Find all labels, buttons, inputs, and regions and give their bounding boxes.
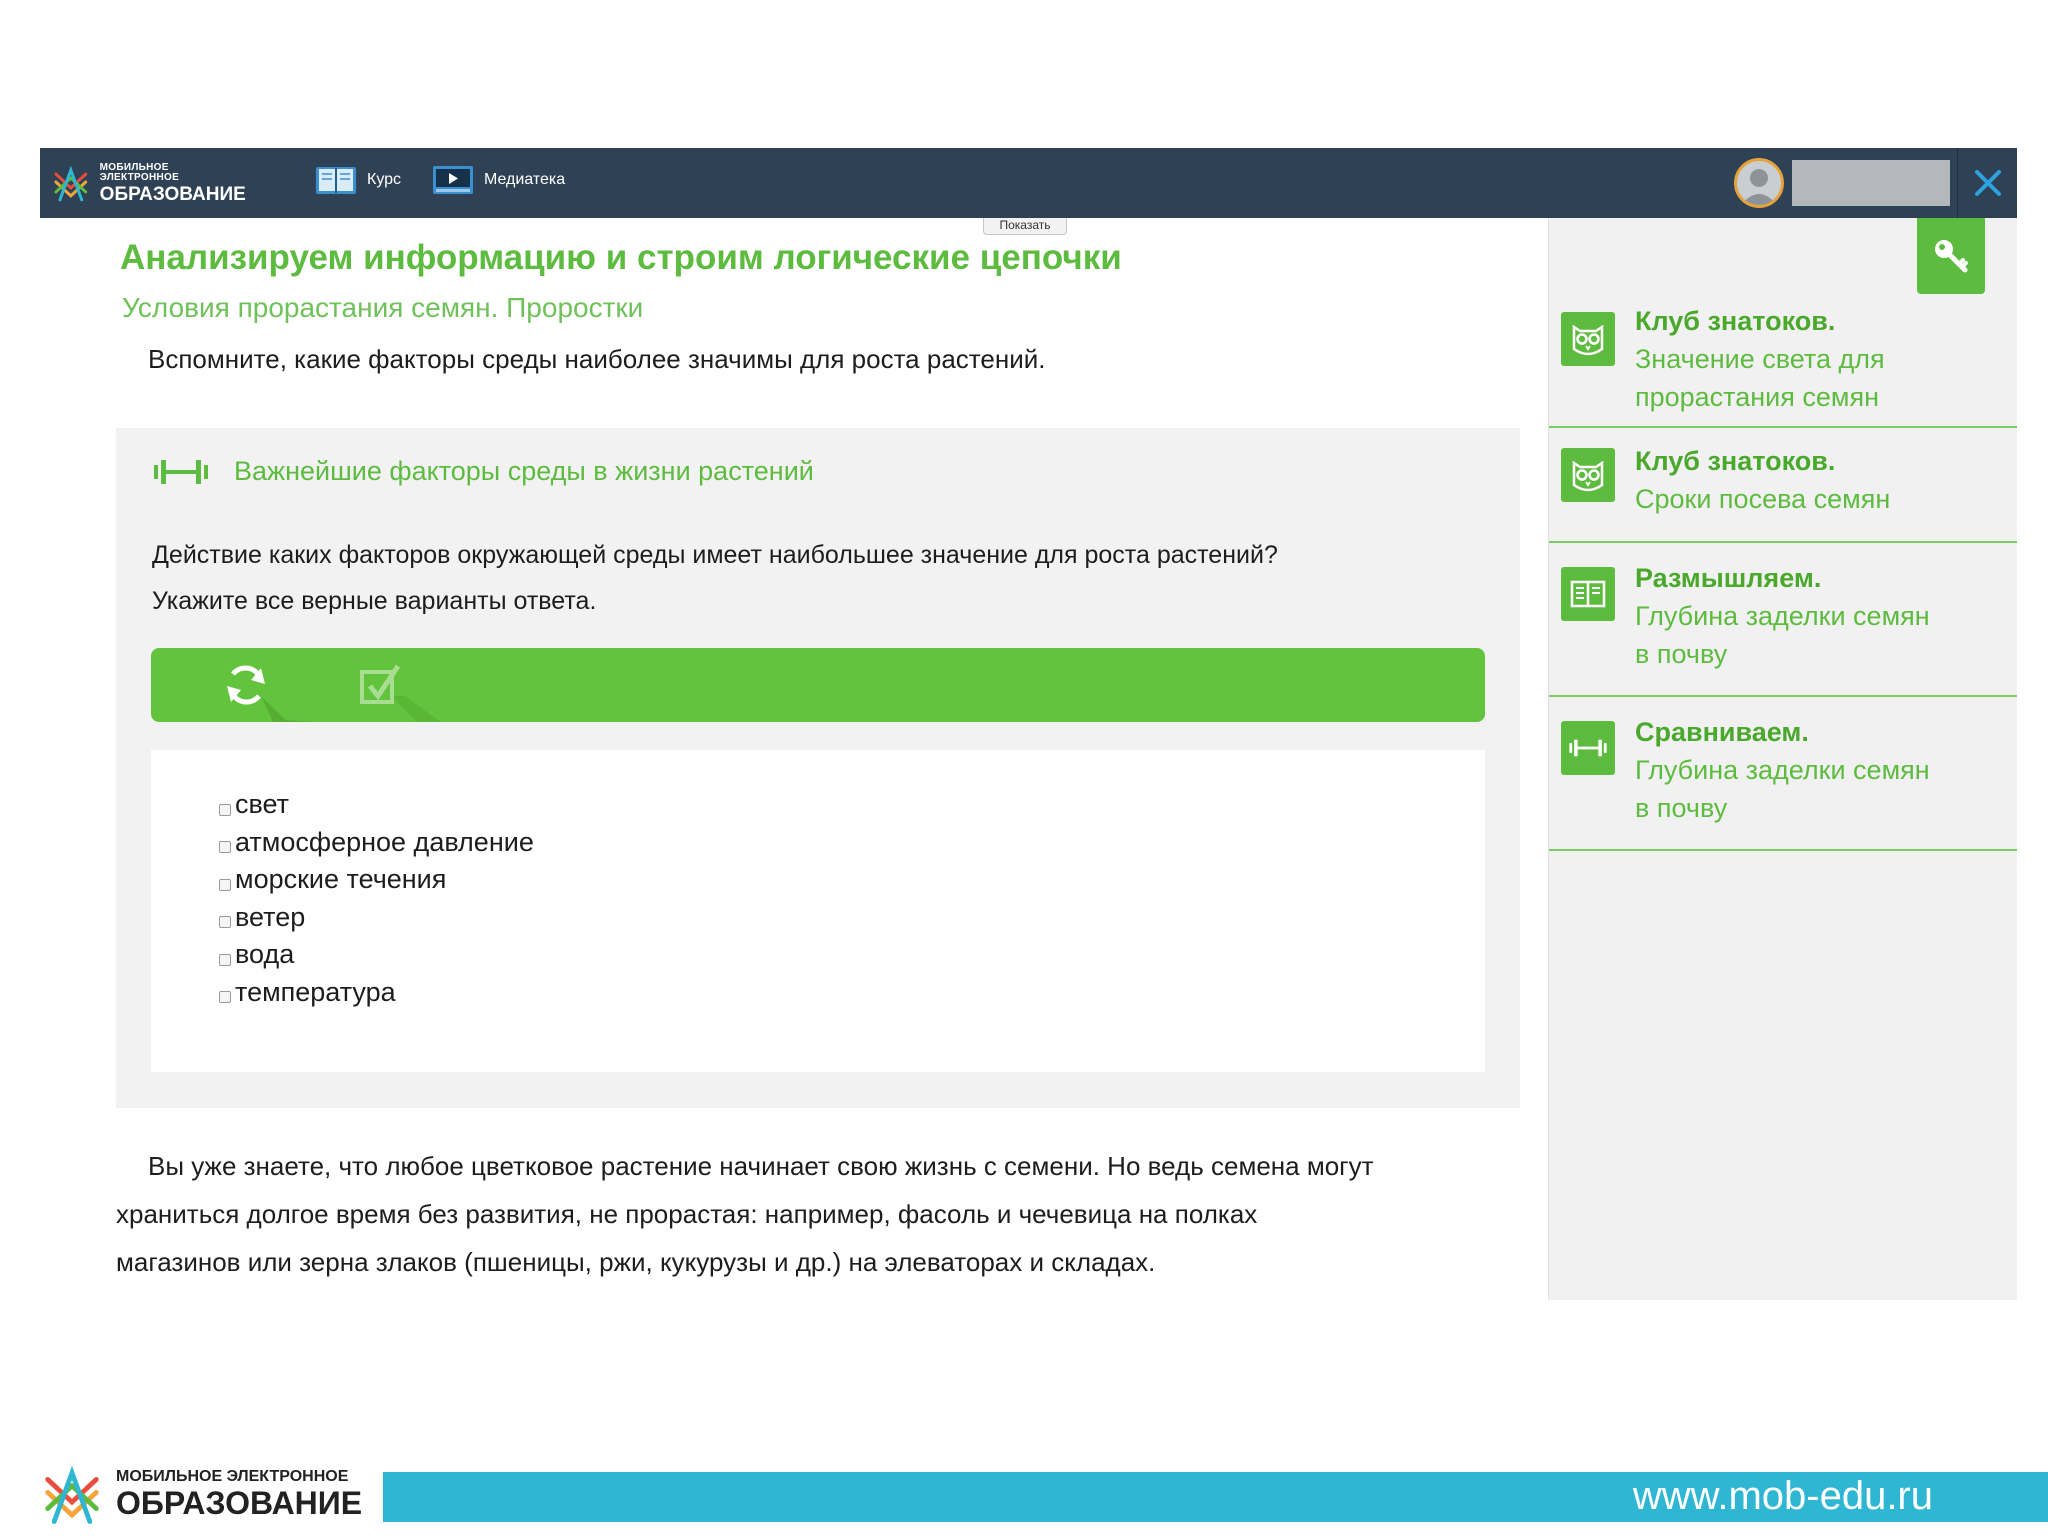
brand-logo-icon [50, 162, 92, 204]
sidebar-item-title: Сравниваем. [1635, 717, 1809, 747]
option-label: вода [235, 939, 295, 970]
footer-brand-text [116, 1469, 362, 1519]
dumbbell-icon [152, 457, 210, 487]
task-card [116, 428, 1520, 1108]
lesson-content [40, 218, 1548, 1300]
sidebar-item-text [1635, 302, 1885, 416]
dumbbell-glyph [1568, 733, 1608, 763]
checkbox[interactable] [219, 916, 231, 928]
checkbox[interactable] [219, 804, 231, 816]
option-currents[interactable] [219, 861, 534, 899]
nav-course[interactable] [315, 164, 401, 196]
task-toolbar [151, 648, 1485, 722]
close-button[interactable] [1957, 148, 2017, 218]
sidebar-item-line: в почву [1635, 639, 1728, 669]
sidebar-item-title: Клуб знатоков. [1635, 446, 1836, 476]
footer-brand-small: МОБИЛЬНОЕ ЭЛЕКТРОННОЕ [116, 1468, 349, 1485]
option-label: морские течения [235, 864, 447, 895]
sidebar-item-text [1635, 559, 1930, 673]
book-icon [315, 164, 357, 196]
sidebar-item-text [1635, 442, 1890, 518]
paragraph-line: магазинов или зерна злаков (пшеницы, ржи, кукурузы и др.) на элеваторах и складах. [116, 1247, 1156, 1277]
avatar[interactable] [1734, 158, 1784, 208]
brand-small-text: МОБИЛЬНОЕ ЭЛЕКТРОННОЕ [99, 161, 180, 183]
checkbox[interactable] [219, 991, 231, 1003]
reset-button[interactable] [201, 648, 291, 722]
owl-glyph [1568, 455, 1608, 495]
sidebar-item-title: Размышляем. [1635, 563, 1822, 593]
sidebar-item-line: в почву [1635, 793, 1728, 823]
option-water[interactable] [219, 936, 534, 974]
option-light[interactable] [219, 786, 534, 824]
task-heading [152, 456, 814, 487]
dumbbell-icon [1561, 721, 1615, 775]
brand-logo[interactable] [50, 160, 250, 206]
intro-text: Вспомните, какие факторы среды наиболее значимы для роста растений. [148, 344, 1046, 374]
refresh-icon [221, 660, 271, 710]
sidebar [1548, 218, 2017, 1300]
book-icon [1561, 567, 1615, 621]
show-button[interactable]: Показать [983, 218, 1067, 235]
key-icon [1931, 236, 1971, 276]
option-label: температура [235, 976, 396, 1007]
sidebar-item-thinking[interactable] [1549, 543, 2017, 697]
page-subtitle: Условия прорастания семян. Проростки [122, 292, 644, 323]
top-bar [40, 148, 2017, 218]
footer-brand [38, 1460, 362, 1528]
video-icon [432, 164, 474, 196]
option-temperature[interactable] [219, 974, 534, 1012]
sidebar-item-text [1635, 713, 1930, 827]
page-title: Анализируем информацию и строим логические цепочки [120, 238, 1122, 277]
answer-list [219, 786, 534, 1011]
brand-big-text: ОБРАЗОВАНИЕ [99, 183, 246, 205]
answer-options [151, 750, 1485, 1072]
owl-icon [1561, 448, 1615, 502]
key-button[interactable] [1917, 218, 1985, 294]
option-label: свет [235, 789, 290, 820]
question-instruction: Укажите все верные варианты ответа. [152, 587, 597, 615]
task-heading-label: Важнейшие факторы среды в жизни растений [234, 456, 814, 486]
owl-glyph [1568, 319, 1608, 359]
nav-media[interactable] [432, 164, 565, 196]
sidebar-item-compare[interactable] [1549, 697, 2017, 851]
option-pressure[interactable] [219, 824, 534, 862]
footer-brand-big: ОБРАЗОВАНИЕ [116, 1485, 363, 1521]
nav-media-label: Медиатека [484, 171, 566, 188]
checkbox[interactable] [219, 879, 231, 891]
footer-band [383, 1472, 2048, 1522]
body-paragraph [116, 1142, 1526, 1286]
checkbox[interactable] [219, 841, 231, 853]
book-glyph [1568, 574, 1608, 614]
footer-url[interactable]: www.mob-edu.ru [1632, 1474, 1933, 1518]
sidebar-item-line: Глубина заделки семян [1635, 601, 1930, 631]
sidebar-item-line: прорастания семян [1635, 382, 1879, 412]
sidebar-item-line: Значение света для [1635, 344, 1885, 374]
user-icon [1737, 161, 1781, 205]
paragraph-line: Вы уже знаете, что любое цветковое растение начинает свою жизнь с семени. Но ведь семена могут [148, 1151, 1374, 1181]
footer-logo-icon [38, 1460, 106, 1528]
option-wind[interactable] [219, 899, 534, 937]
brand-text [100, 163, 250, 204]
check-button[interactable] [336, 648, 426, 722]
close-icon [1973, 168, 2003, 198]
sidebar-item-line: Сроки посева семян [1635, 484, 1891, 514]
option-label: ветер [235, 901, 306, 932]
question-text [152, 532, 1492, 624]
question-line: Действие каких факторов окружающей среды имеет наибольшее значение для роста растений? [152, 541, 1278, 569]
owl-icon [1561, 312, 1615, 366]
sidebar-item-line: Глубина заделки семян [1635, 755, 1930, 785]
username-box[interactable] [1792, 160, 1950, 206]
nav-course-label: Курс [367, 171, 402, 188]
option-label: атмосферное давление [235, 826, 534, 857]
checkbox[interactable] [219, 954, 231, 966]
sidebar-item-sowing[interactable] [1549, 428, 2017, 543]
app-window [40, 148, 2017, 1300]
checkbox-check-icon [356, 660, 406, 710]
sidebar-item-light[interactable] [1549, 294, 2017, 428]
sidebar-item-title: Клуб знатоков. [1635, 306, 1836, 336]
paragraph-line: храниться долгое время без развития, не прорастая: например, фасоль и чечевица на полках [116, 1199, 1258, 1229]
